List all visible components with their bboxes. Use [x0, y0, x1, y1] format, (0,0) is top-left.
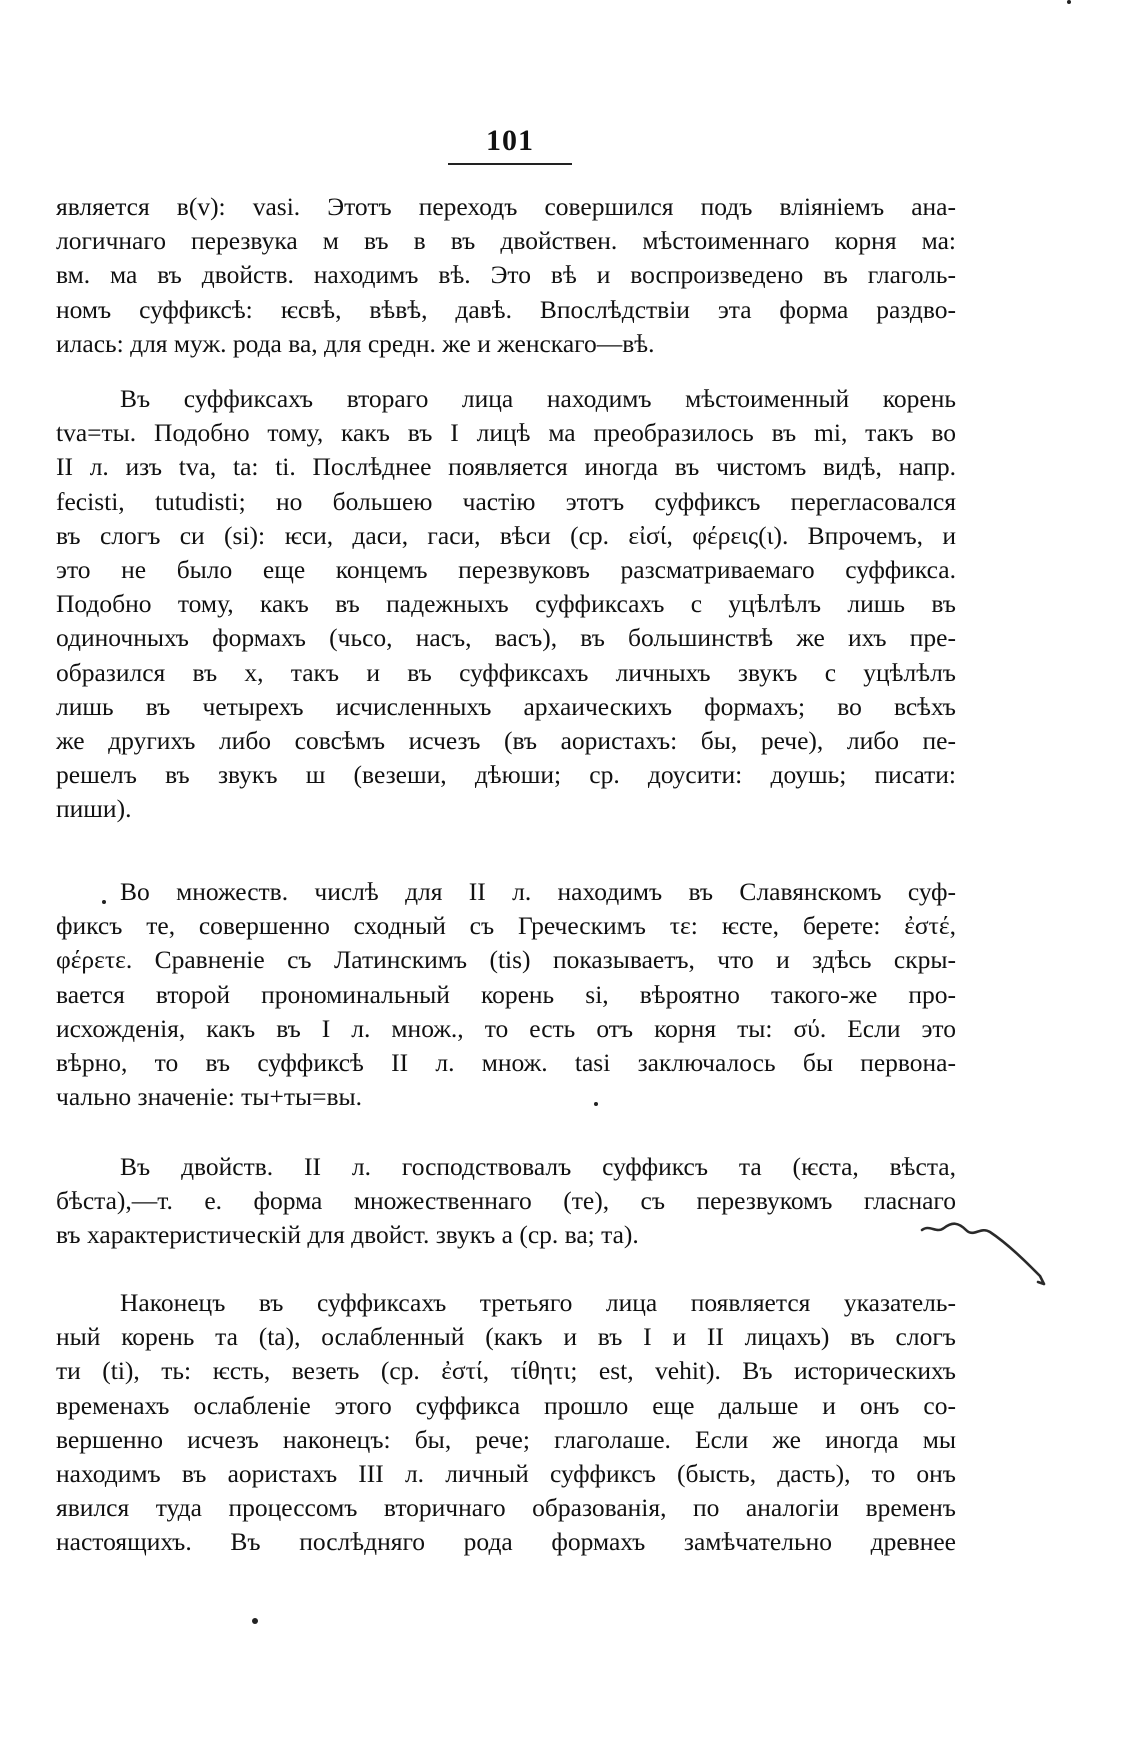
text-line: является в(v): vasi. Этотъ переходъ совершился подъ вліяніемъ ана- [56, 192, 956, 221]
text-line: II л. изъ tva, ta: ti. Послѣднее появляется иногда въ чистомъ видѣ, напр. [56, 452, 956, 482]
pencil-margin-mark [920, 1210, 1060, 1290]
text-line: бѣста),—т. е. форма множественнаго (те), съ перезвукомъ гласнаго [56, 1186, 956, 1216]
text-line: tva=ты. Подобно тому, какъ въ I лицѣ ма преобразилось въ mi, такъ во [56, 418, 956, 448]
page-number-rule [448, 163, 572, 165]
paragraph-1 [56, 190, 956, 361]
text-line: настоящихъ. Въ послѣдняго рода формахъ замѣчательно древнее [56, 1527, 956, 1557]
text-line: пиши). [56, 794, 132, 824]
text-line: Въ суффиксахъ втораго лица находимъ мѣстоименный корень [120, 384, 956, 413]
paragraph-2 [56, 382, 956, 826]
text-line: явился туда процессомъ вторичнаго образованія, по аналогіи временъ [56, 1493, 956, 1523]
text-line: чально значеніе: ты+ты=вы. [56, 1082, 363, 1112]
text-line: лишь въ четырехъ исчисленныхъ архаическихъ формахъ; во всѣхъ [56, 691, 956, 721]
text-line: ный корень та (ta), ослабленный (какъ и въ I и II лицахъ) въ слогъ [56, 1322, 956, 1352]
paragraph-5 [56, 1286, 956, 1560]
text-line: одиночныхъ формахъ (чьсо, насъ, васъ), въ большинствѣ же ихъ пре- [56, 623, 956, 653]
text-line: фиксъ те, совершенно сходный съ Греческимъ τε: ѥсте, берете: ἐστέ, [56, 911, 956, 941]
text-line: временахъ ослабленіе этого суффикса прошло еще дальше и онъ со- [56, 1390, 956, 1420]
text-line: въ характеристическій для двойст. звукъ а (ср. ва; та). [56, 1220, 639, 1250]
text-line: илась: для муж. рода ва, для средн. же и женскаго—вѣ. [56, 328, 655, 358]
text-line: Въ двойств. II л. господствовалъ суффиксъ та (ѥста, вѣста, [120, 1152, 956, 1181]
text-line: въ слогъ си (si): ѥси, даси, гаси, вѣси (ср. εἰσί, φέρεις(ι). Впрочемъ, и [56, 520, 956, 550]
text-line: логичнаго перезвука м въ в въ двойствен. мѣстоименнаго корня ма: [56, 226, 956, 256]
text-line: образился въ х, такъ и въ суффиксахъ личныхъ звукъ с уцѣлѣлъ [56, 657, 956, 687]
text-line: φέρετε. Сравненіе съ Латинскимъ (tis) показываетъ, что и здѣсь скры- [56, 945, 956, 975]
text-line: решелъ въ звукъ ш (везеши, дѣюши; ср. доусити: доушь; писати: [56, 760, 956, 790]
text-line: вм. ма въ двойств. находимъ вѣ. Это вѣ и воспроизведено въ глаголь- [56, 260, 956, 290]
text-line: Во множеств. числѣ для II л. находимъ въ Славянскомъ суф- [120, 877, 956, 906]
text-line: вершенно исчезъ наконецъ: бы, рече; глаголаше. Если же иногда мы [56, 1424, 956, 1454]
text-line: исхожденія, какъ въ I л. множ., то есть отъ корня ты: σύ. Если это [56, 1013, 956, 1043]
text-line: Подобно тому, какъ въ падежныхъ суффиксахъ с уцѣлѣлъ лишь въ [56, 589, 956, 619]
text-line: fecisti, tutudisti; но большею частію этотъ суффиксъ перегласовался [56, 486, 956, 516]
paragraph-4 [56, 1150, 956, 1253]
text-line: Наконецъ въ суффиксахъ третьяго лица появляется указатель- [120, 1288, 956, 1317]
text-line: вается второй прономинальный корень si, вѣроятно такого-же про- [56, 979, 956, 1009]
print-speck [102, 900, 106, 904]
text-line: же другихъ либо совсѣмъ исчезъ (въ аористахъ: бы, рече), либо пе- [56, 725, 956, 755]
text-line: находимъ въ аористахъ III л. личный суффиксъ (бысть, дасть), то онъ [56, 1458, 956, 1488]
print-speck [252, 1618, 258, 1624]
text-line: номъ суффиксѣ: ѥсвѣ, вѣвѣ, давѣ. Впослѣдствіи эта форма раздво- [56, 294, 956, 324]
text-line: это не было еще концемъ перезвуковъ разсматриваемаго суффикса. [56, 554, 956, 584]
paragraph-3 [56, 875, 956, 1114]
text-line: вѣрно, то въ суффиксѣ II л. множ. tasi заключалось бы первона- [56, 1047, 956, 1077]
page-number: 101 [486, 124, 534, 157]
text-line: ти (ti), ть: ѥсть, везеть (ср. ἐστί, τίθητι; est, vehit). Въ историческихъ [56, 1356, 956, 1386]
print-speck [594, 1102, 598, 1106]
print-speck [1067, 0, 1071, 4]
